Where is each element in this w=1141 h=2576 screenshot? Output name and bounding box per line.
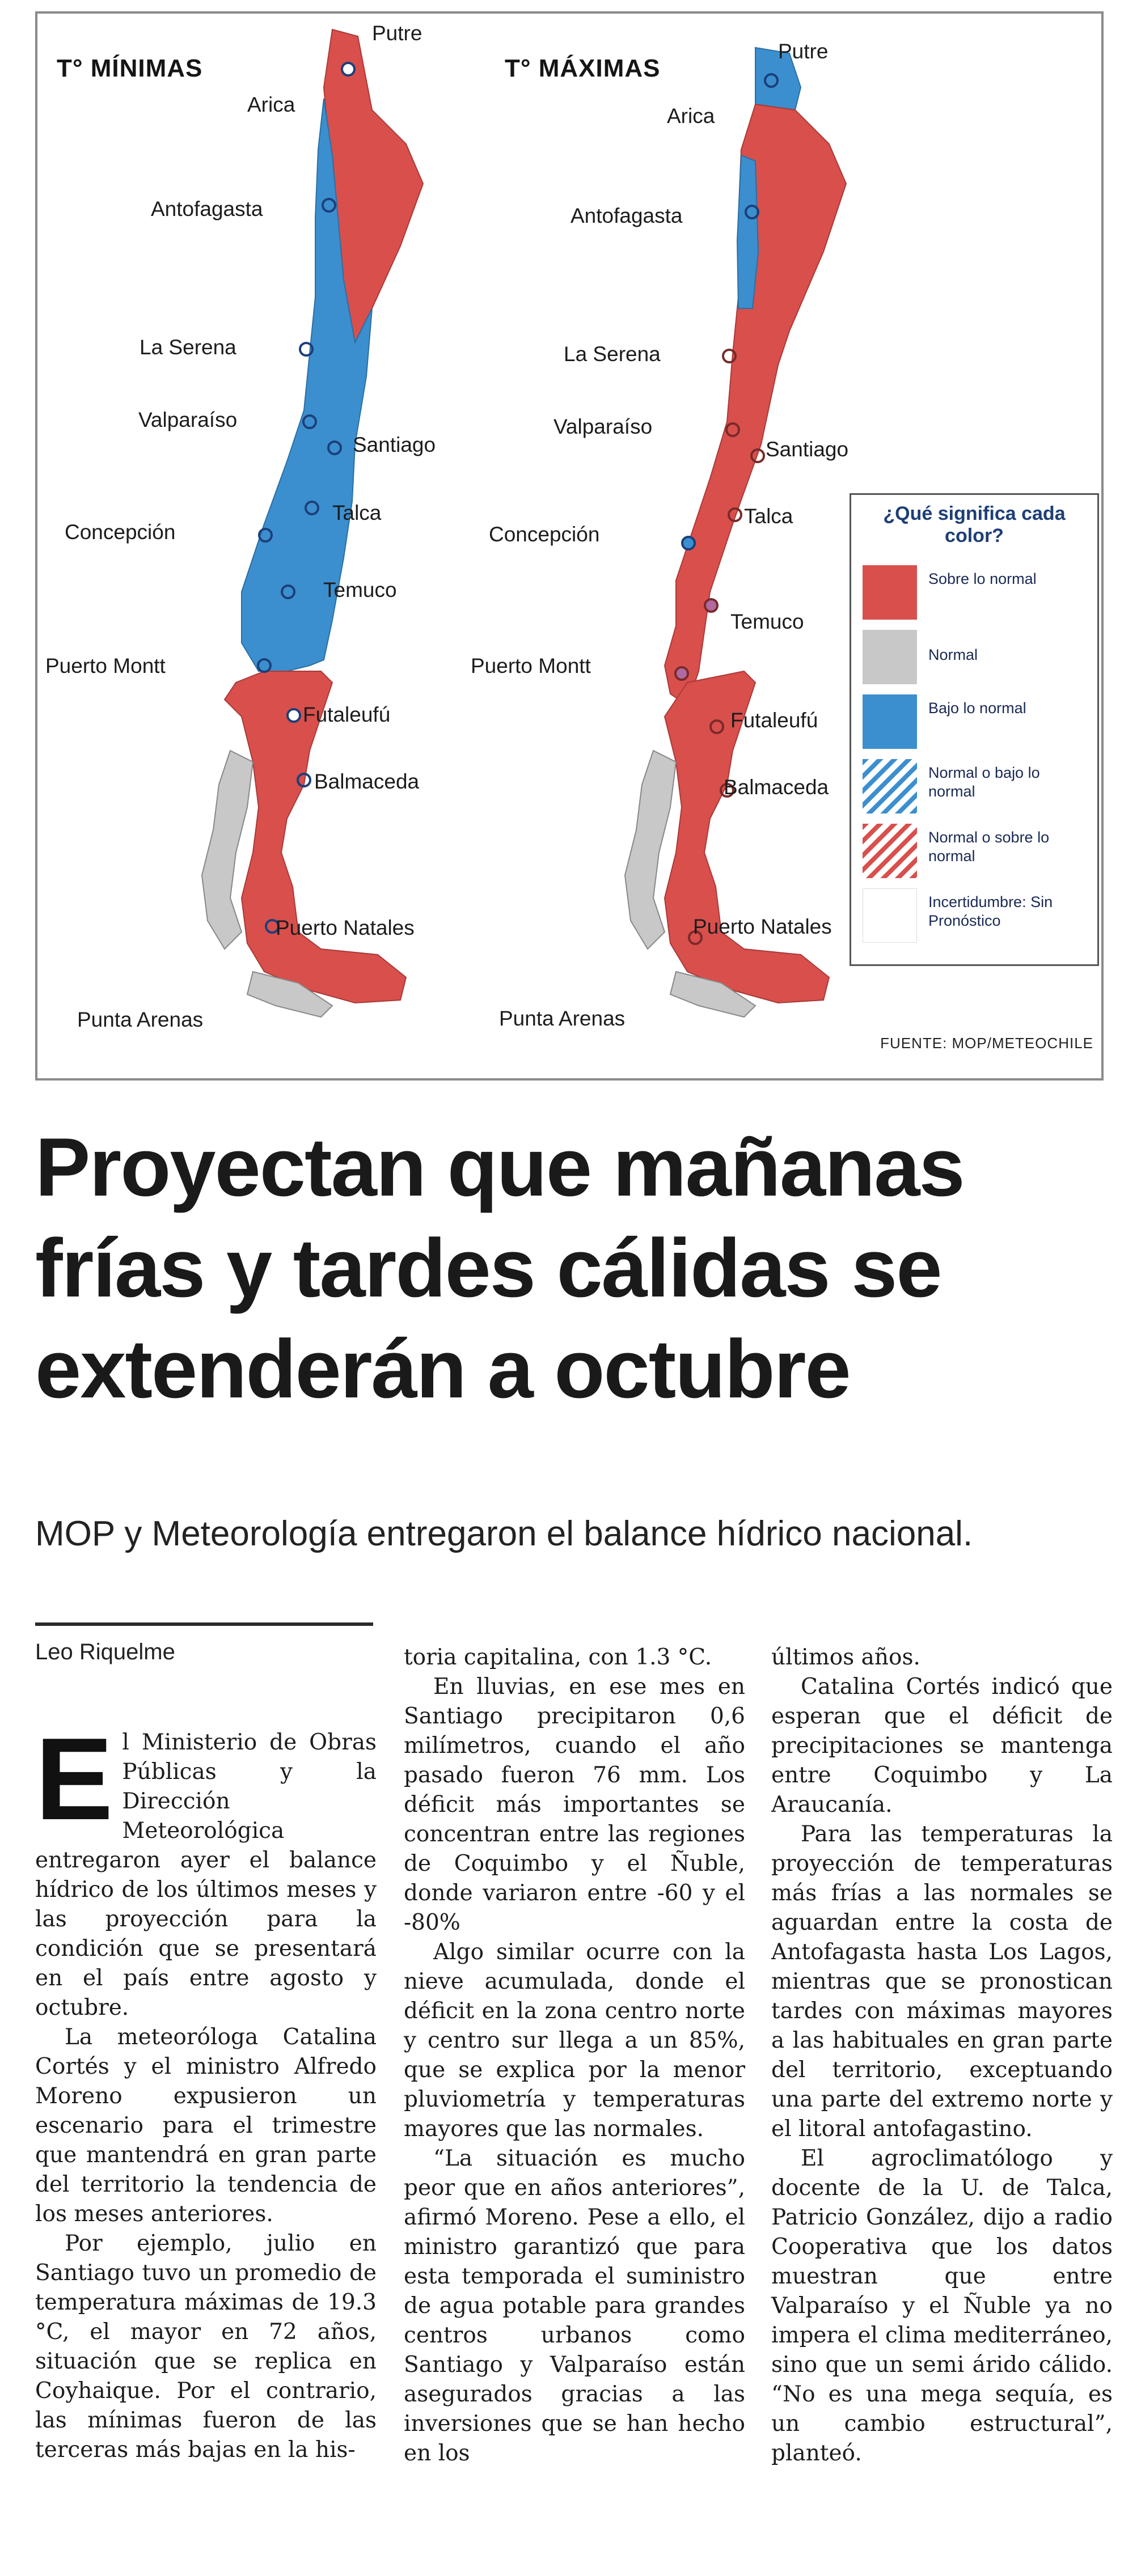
city-santiago-max: Santiago [766,438,849,461]
maximas-title: T° MÁXIMAS [505,54,661,82]
swatch-above-normal [863,565,917,620]
city-futaleufu-max: Futaleufú [730,709,818,732]
swatch-hatch-blue [863,759,917,814]
legend-title: ¿Qué significa cada color? [883,503,1066,546]
city-punta-arenas-max: Punta Arenas [499,1007,626,1030]
city-valparaiso: Valparaíso [138,408,238,431]
legend-label: Bajo lo normal [928,700,1026,717]
swatch-below-normal [863,694,917,749]
legend-item-normal-or-below [863,759,1089,821]
city-putre: Putre [372,22,422,45]
swatch-normal [863,630,917,684]
legend-label: Incertidumbre: Sin Pronóstico [928,893,1053,929]
swatch-hatch-red [863,824,917,878]
city-putre-max: Putre [778,40,829,63]
article-headline: Proyectan que mañanas frías y tardes cálidas se extenderán a octubre [35,1121,964,1415]
paragraph: Catalina Cortés indicó que esperan que el déficit de precipitaciones se mantenga entre Coquimbo y La Araucanía. [771,1674,1113,1817]
city-puerto-montt: Puerto Montt [45,654,166,677]
legend-item-above-normal [863,565,1089,628]
paragraph [35,1714,377,2023]
paragraph: La meteoróloga Catalina Cortés y el ministro Alfredo Moreno expusieron un escenario para el trimestre que mantendrá en gran parte del territorio la tendencia de los meses anteriores. [35,2024,377,2227]
paragraph-text: l Ministerio de Obras Públicas y la Dirección Meteorológica entregaron ayer el balance hídrico de los últimos meses y las proyección para la condición que se presentará en el país entre agosto y octubre. [35,1730,377,2020]
city-puerto-natales-max: Puerto Natales [693,915,832,938]
city-balmaceda: Balmaceda [314,770,420,793]
article-column-1 [35,1714,377,2465]
legend-label: Normal o bajo lo normal [928,764,1040,800]
city-la-serena: La Serena [140,336,236,359]
city-antofagasta: Antofagasta [151,197,263,221]
source-credit: FUENTE: MOP/METEOCHILE [880,1035,1093,1052]
paragraph: Algo similar ocurre con la nieve acumulada, donde el déficit en la zona centro norte y centro sur llega a un 85%, que se explica por la menor pluviometría y temperaturas mayores que las normales. [404,1939,745,2142]
paragraph: En lluvias, en ese mes en Santiago precipitaron 0,6 milímetros, cuando el año pasado fueron 76 mm. Los déficit más importantes se concentran entre las regiones de Coquimbo y el Ñuble, donde variaron entre -60 y el -80% [404,1674,745,1935]
legend-label: Normal [928,646,978,663]
legend-item-uncertainty [863,888,1089,951]
city-temuco-max: Temuco [730,610,804,633]
forecast-infographic [35,11,1104,1081]
city-punta-arenas: Punta Arenas [77,1008,204,1031]
dropcap: E [35,1714,113,1844]
city-puerto-natales: Puerto Natales [276,916,415,939]
legend-item-below-normal [863,694,1089,757]
city-concepcion-max: Concepción [489,523,600,546]
city-arica: Arica [247,93,295,116]
article-subheadline: MOP y Meteorología entregaron el balance hídrico nacional. [35,1514,973,1553]
city-valparaiso-max: Valparaíso [553,415,653,438]
city-talca-max: Talca [744,505,793,528]
legend-item-normal [863,630,1089,692]
paragraph: El agroclimatólogo y docente de la U. de Talca, Patricio González, dijo a radio Cooperativa que los datos muestran que entre Valparaíso y el Ñuble ya no impera el clima mediterráneo, sino que un semi árido cálido. “No es una mega sequía, es un cambio estructural”, planteó. [771,2146,1113,2466]
city-concepcion: Concepción [65,520,176,544]
maximas-map [625,48,849,1017]
city-santiago: Santiago [353,433,436,456]
article-column-2 [404,1643,745,2468]
article-column-3 [771,1643,1113,2468]
paragraph: toria capitalina, con 1.3 °C. [404,1645,712,1670]
city-temuco: Temuco [323,578,397,601]
maximas-antofagasta-below-normal [737,155,758,308]
city-arica-max: Arica [667,104,715,128]
city-puerto-montt-max: Puerto Montt [471,654,591,677]
paragraph: Por ejemplo, julio en Santiago tuvo un promedio de temperatura máximas de 19.3 °C, el mayor en 72 años, situación que se replica en Coyhaique. Por el contrario, las mínimas fueron de las terceras más bajas en la his- [35,2231,377,2463]
city-antofagasta-max: Antofagasta [570,204,683,227]
city-la-serena-max: La Serena [564,342,661,366]
minimas-map [202,29,423,1017]
minimas-title: T° MÍNIMAS [57,54,203,82]
legend-label: Sobre lo normal [928,570,1037,587]
city-talca: Talca [332,501,382,524]
city-balmaceda-max: Balmaceda [724,776,829,799]
city-futaleufu: Futaleufú [303,703,391,726]
legend-item-normal-or-above [863,824,1089,886]
paragraph: “La situación es mucho peor que en años anteriores”, afirmó Moreno. Pese a ello, el ministro garantizó que para esta temporada el suministro de agua potable para grandes centros urbanos como Santiago y Valparaíso están asegurados gracias a las inversiones que se han hecho en los [404,2146,745,2466]
byline: Leo Riquelme [35,1639,175,1664]
paragraph: Para las temperaturas la proyección de temperaturas más frías a las normales se aguardan entre la costa de Antofagasta hasta Los Lagos, mientras que se pronostican tardes con máximas mayores a las habituales en gran parte del territorio, exceptuando una parte del extremo norte y el litoral antofagastino. [771,1821,1113,2142]
paragraph: últimos años. [771,1645,920,1670]
swatch-uncertainty [863,888,917,943]
color-legend [850,493,1099,966]
legend-label: Normal o sobre lo normal [928,829,1050,865]
byline-rule [35,1622,373,1626]
